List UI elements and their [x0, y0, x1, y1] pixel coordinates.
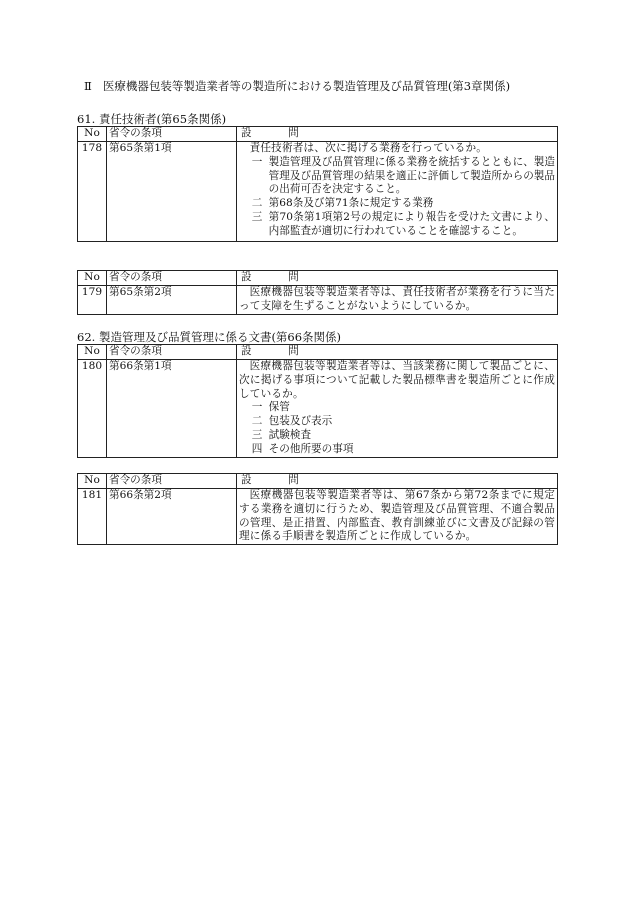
list-item: 四 その他所要の事項 [251, 442, 354, 455]
table-row [78, 142, 558, 242]
header-ref: 省令の条項 [107, 474, 237, 489]
question-table-180 [77, 344, 558, 458]
question-table-181 [77, 473, 558, 545]
row-ref: 第66条第2項 [107, 489, 237, 545]
table-header-row [78, 345, 558, 360]
header-no: No [78, 345, 107, 360]
list-item: 三 試験検査 [251, 428, 312, 441]
list-item: 二 第68条及び第71条に規定する業務 [251, 197, 434, 210]
table-row [78, 360, 558, 458]
table-header-row [78, 474, 558, 489]
header-no: No [78, 271, 107, 286]
header-ref: 省令の条項 [107, 271, 237, 286]
header-question: 設 問 [237, 271, 558, 286]
header-no: No [78, 474, 107, 489]
section-title-62: 62. 製造管理及び品質管理に係る文書(第66条関係) [77, 330, 342, 344]
row-ref: 第65条第2項 [107, 286, 237, 315]
question-lead: 医療機器包装等製造業者等は、第67条から第72条までに規定する業務を適切に行うため、製造管理及び品質管理、不適合製品の管理、是正措置、内部監査、教育訓練並びに文書及び記録の管理に係る手順書を製造所ごとに作成しているか。 [239, 489, 555, 543]
list-item: 一 保管 [251, 401, 290, 414]
header-question: 設 問 [237, 127, 558, 142]
row-no: 181 [78, 489, 107, 545]
row-ref: 第65条第1項 [107, 142, 237, 242]
list-item: 二 包装及び表示 [251, 415, 333, 428]
list-item: 三 第70条第1項第2号の規定により報告を受けた文書により、内部監査が適切に行われていることを確認すること。 [251, 210, 555, 237]
row-no: 179 [78, 286, 107, 315]
table-header-row [78, 271, 558, 286]
header-question: 設 問 [237, 345, 558, 360]
table-row [78, 489, 558, 545]
header-ref: 省令の条項 [107, 345, 237, 360]
row-ref: 第66条第1項 [107, 360, 237, 458]
header-question: 設 問 [237, 474, 558, 489]
chapter-title: 医療機器包装等製造業者等の製造所における製造管理及び品質管理(第3章関係) [102, 79, 511, 93]
page-heading [84, 79, 510, 94]
row-no: 180 [78, 360, 107, 458]
row-no: 178 [78, 142, 107, 242]
header-no: No [78, 127, 107, 142]
table-header-row [78, 127, 558, 142]
chapter-numeral: Ⅱ [84, 79, 92, 93]
question-table-178 [77, 126, 558, 242]
row-question [237, 142, 558, 242]
table-row [78, 286, 558, 315]
row-question [237, 360, 558, 458]
list-item: 一 製造管理及び品質管理に係る業務を統括するとともに、製造管理及び品質管理の結果を適正に評価して製造所からの製品の出荷可否を決定すること。 [251, 155, 555, 196]
question-lead: 医療機器包装等製造業者等は、責任技術者が業務を行うに当たって支障を生ずることがないようにしているか。 [239, 286, 555, 312]
question-lead: 医療機器包装等製造業者等は、当該業務に関して製品ごとに、次に掲げる事項について記載した製品標準書を製造所ごとに作成しているか。 [239, 360, 555, 400]
row-question [237, 286, 558, 315]
question-lead: 責任技術者は、次に掲げる業務を行っているか。 [249, 142, 488, 154]
header-ref: 省令の条項 [107, 127, 237, 142]
section-title-61: 61. 責任技術者(第65条関係) [77, 112, 227, 126]
question-table-179 [77, 270, 558, 315]
row-question [237, 489, 558, 545]
